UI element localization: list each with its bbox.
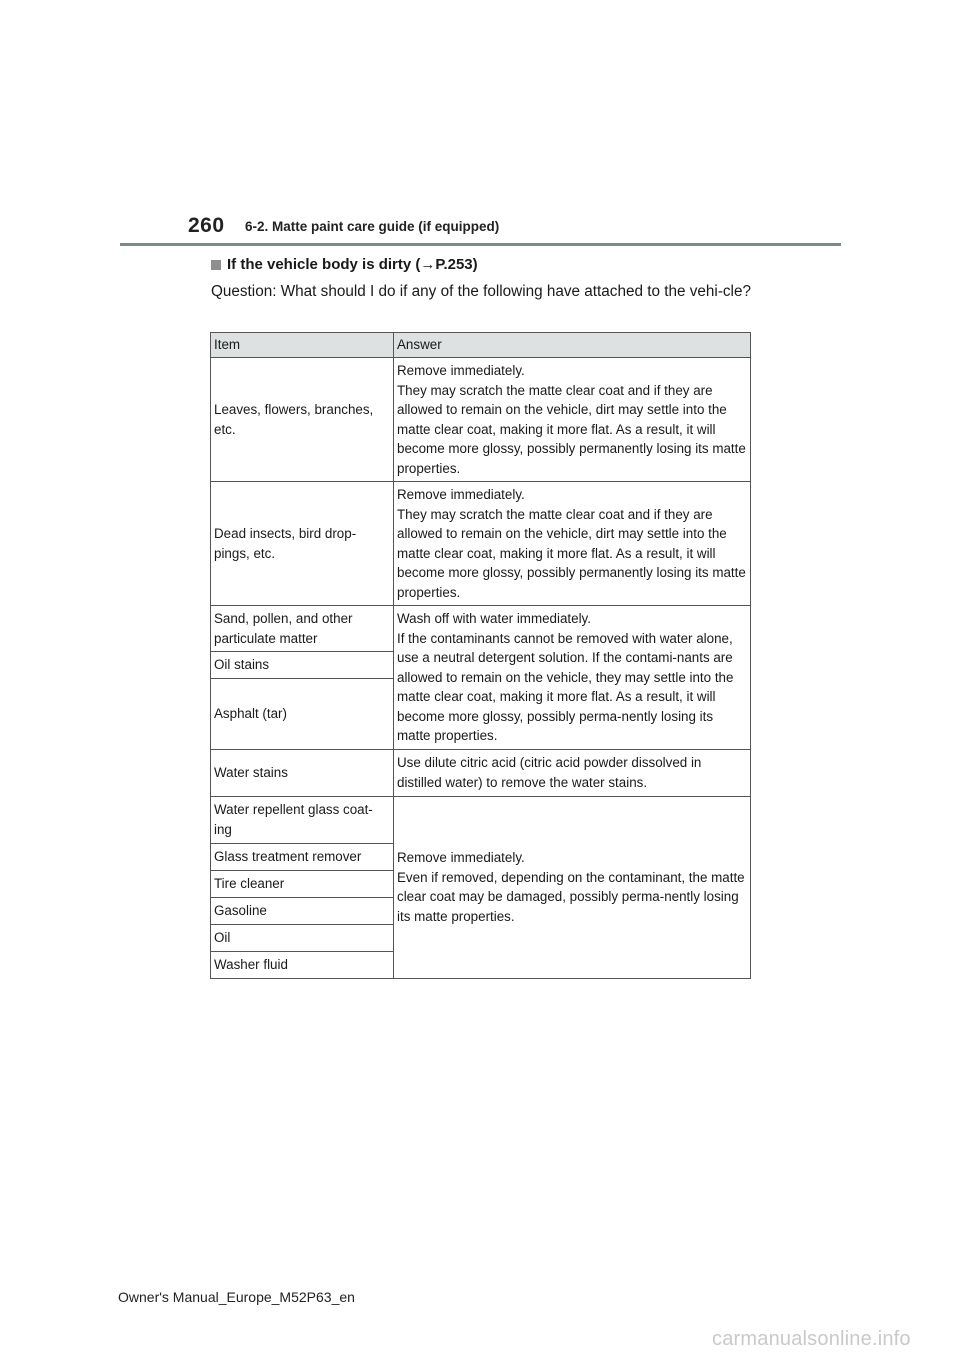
column-header-answer: Answer [394, 333, 751, 358]
question-text: Question: What should I do if any of the following have attached to the vehi-cle? [211, 283, 751, 300]
item-cell: Water stains [211, 749, 394, 796]
table-row [211, 482, 751, 606]
table-row [211, 749, 751, 796]
item-cell: Water repellent glass coat-ing [211, 796, 394, 843]
page-reference-link[interactable]: P.253) [435, 256, 478, 273]
answer-cell [394, 358, 751, 482]
answer-cell [394, 606, 751, 750]
table-row [211, 606, 751, 652]
item-cell: Sand, pollen, and other particulate matter [211, 606, 394, 652]
page-number: 260 [188, 214, 225, 237]
square-bullet-icon [211, 260, 221, 270]
answer-cell: Use dilute citric acid (citric acid powder dissolved in distilled water) to remove the water stains. [394, 749, 751, 796]
item-cell: Dead insects, bird drop-pings, etc. [211, 482, 394, 606]
item-cell: Tire cleaner [211, 870, 394, 897]
item-cell: Oil stains [211, 652, 394, 679]
answer-line: They may scratch the matte clear coat and if they are allowed to remain on the vehicle, dirt may settle into the matte clear coat, making it more flat. As a result, it will become more glossy, possibly permanently losing its matte properties. [397, 382, 746, 476]
footer-manual-id: Owner's Manual_Europe_M52P63_en [118, 1289, 355, 1305]
item-cell: Oil [211, 924, 394, 951]
table-row [211, 358, 751, 482]
arrow-icon: → [420, 256, 436, 273]
answer-line: They may scratch the matte clear coat and if they are allowed to remain on the vehicle, dirt may settle into the matte clear coat, making it more flat. As a result, it will become more glossy, possibly permanently losing its matte properties. [397, 506, 746, 600]
table-header-row [211, 333, 751, 358]
answer-line: Remove immediately. [397, 487, 525, 502]
subheading [211, 256, 478, 273]
watermark: carmanualsonline.info [712, 1328, 911, 1350]
item-cell: Asphalt (tar) [211, 679, 394, 749]
item-cell: Glass treatment remover [211, 843, 394, 870]
answer-cell [394, 482, 751, 606]
answer-line: If the contaminants cannot be removed with water alone, use a neutral detergent solution. If the contami-nants are allowed to remain on the vehicle, they may settle into the matte clear coat, making it more flat. As a result, it will become more glossy, possibly perma-nently losing its matte properties. [397, 630, 734, 743]
table-row [211, 796, 751, 843]
answer-cell [394, 796, 751, 978]
header-divider [120, 243, 841, 246]
item-cell: Gasoline [211, 897, 394, 924]
section-title: 6-2. Matte paint care guide (if equipped) [245, 219, 500, 234]
item-cell: Leaves, flowers, branches, etc. [211, 358, 394, 482]
answer-line: Remove immediately. [397, 850, 525, 865]
column-header-item: Item [211, 333, 394, 358]
answer-line: Remove immediately. [397, 363, 525, 378]
answer-line: Wash off with water immediately. [397, 611, 591, 626]
item-cell: Washer fluid [211, 951, 394, 978]
subheading-text: If the vehicle body is dirty ( [227, 256, 421, 273]
care-table [210, 332, 751, 979]
answer-line: Even if removed, depending on the contaminant, the matte clear coat may be damaged, possibly perma-nently losing its matte properties. [397, 869, 745, 924]
